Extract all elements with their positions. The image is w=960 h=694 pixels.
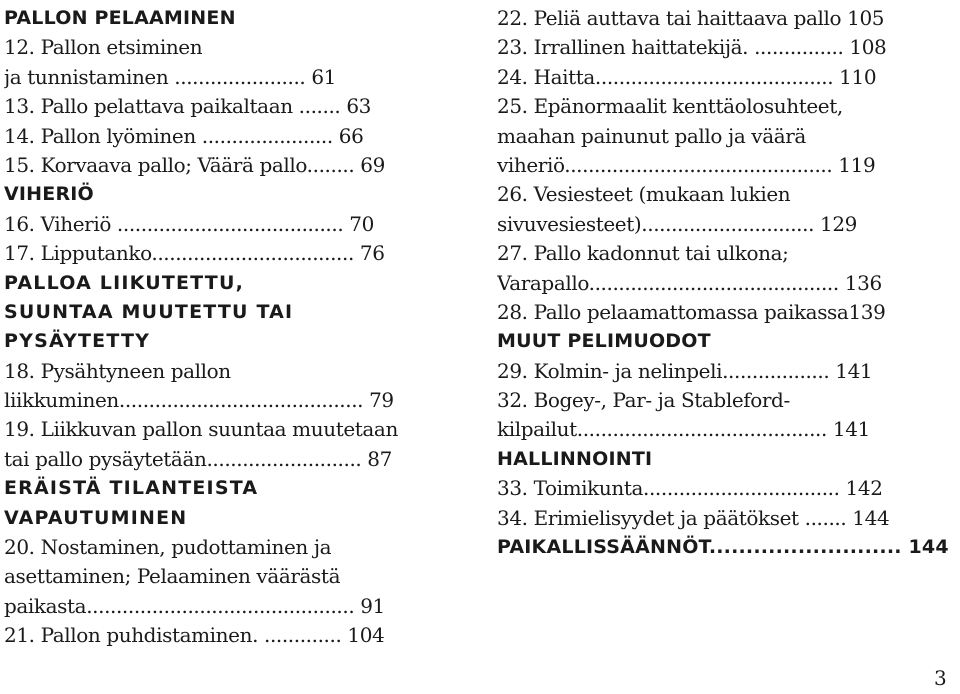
toc-entry: 29. Kolmin- ja nelinpeli.................. 141: [497, 358, 873, 383]
section-heading: HALLINNOINTI: [497, 447, 653, 470]
toc-entry: 21. Pallon puhdistaminen. ............. 104: [4, 623, 385, 648]
toc-entry: kilpailut.......................................... 141: [497, 417, 870, 442]
toc-left-column: [4, 4, 464, 651]
toc-entry: 22. Peliä auttava tai haittaava pallo 105: [497, 6, 885, 30]
toc-entry: asettaminen; Pelaaminen väärästä: [4, 564, 341, 589]
toc-entry: 20. Nostaminen, pudottaminen ja: [4, 535, 332, 560]
toc-entry: tai pallo pysäytetään.......................... 87: [4, 446, 392, 471]
toc-entry: viheriö............................................. 119: [497, 152, 876, 177]
toc-entry: 28. Pallo pelaamattomassa paikassa139: [497, 299, 886, 324]
toc-entry: 25. Epänormaalit kenttäolosuhteet,: [497, 94, 843, 119]
toc-entry: 12. Pallon etsiminen: [4, 35, 203, 60]
toc-entry: liikkuminen......................................... 79: [4, 388, 394, 413]
toc-entry: 18. Pysähtyneen pallon: [4, 358, 231, 383]
toc-entry: sivuvesiesteet)............................. 129: [497, 211, 857, 236]
toc-entry: 23. Irrallinen haittatekijä. ............... 108: [497, 35, 887, 60]
toc-entry: 32. Bogey-, Par- ja Stableford-: [497, 388, 790, 413]
toc-entry: 26. Vesiesteet (mukaan lukien: [497, 182, 791, 207]
toc-entry: ja tunnistaminen ...................... 61: [4, 64, 336, 89]
page-number: 3: [934, 666, 947, 690]
section-heading: PALLOA LIIKUTETTU,: [4, 271, 244, 294]
toc-entry: maahan painunut pallo ja väärä: [497, 123, 806, 148]
toc-entry: 24. Haitta........................................ 110: [497, 64, 877, 89]
section-heading: VAPAUTUMINEN: [4, 506, 188, 529]
toc-right-column: [497, 4, 957, 562]
toc-entry: 13. Pallo pelattava paikaltaan ....... 63: [4, 94, 371, 119]
toc-entry: Varapallo.......................................... 136: [497, 270, 882, 295]
toc-entry: 17. Lipputanko.................................. 76: [4, 241, 385, 266]
section-heading: PAIKALLISSÄÄNNÖT.......................... 144: [497, 536, 949, 559]
toc-entry: 19. Liikkuvan pallon suuntaa muutetaan: [4, 417, 398, 442]
section-heading: ERÄISTÄ TILANTEISTA: [4, 477, 259, 500]
section-heading: SUUNTAA MUUTETTU TAI: [4, 300, 294, 323]
toc-entry: 14. Pallon lyöminen ...................... 66: [4, 123, 364, 148]
toc-entry: 34. Erimielisyydet ja päätökset ....... 144: [497, 505, 890, 530]
toc-entry: paikasta............................................. 91: [4, 593, 385, 618]
toc-entry: 33. Toimikunta................................. 142: [497, 476, 883, 501]
toc-entry: 27. Pallo kadonnut tai ulkona;: [497, 241, 789, 266]
toc-entry: 16. Viheriö ...................................... 70: [4, 211, 374, 236]
section-heading: PYSÄYTETTY: [4, 330, 151, 353]
section-heading: MUUT PELIMUODOT: [497, 330, 711, 353]
toc-entry: 15. Korvaava pallo; Väärä pallo........ 69: [4, 152, 385, 177]
section-heading: VIHERIÖ: [4, 183, 94, 206]
section-heading: PALLON PELAAMINEN: [4, 7, 236, 29]
